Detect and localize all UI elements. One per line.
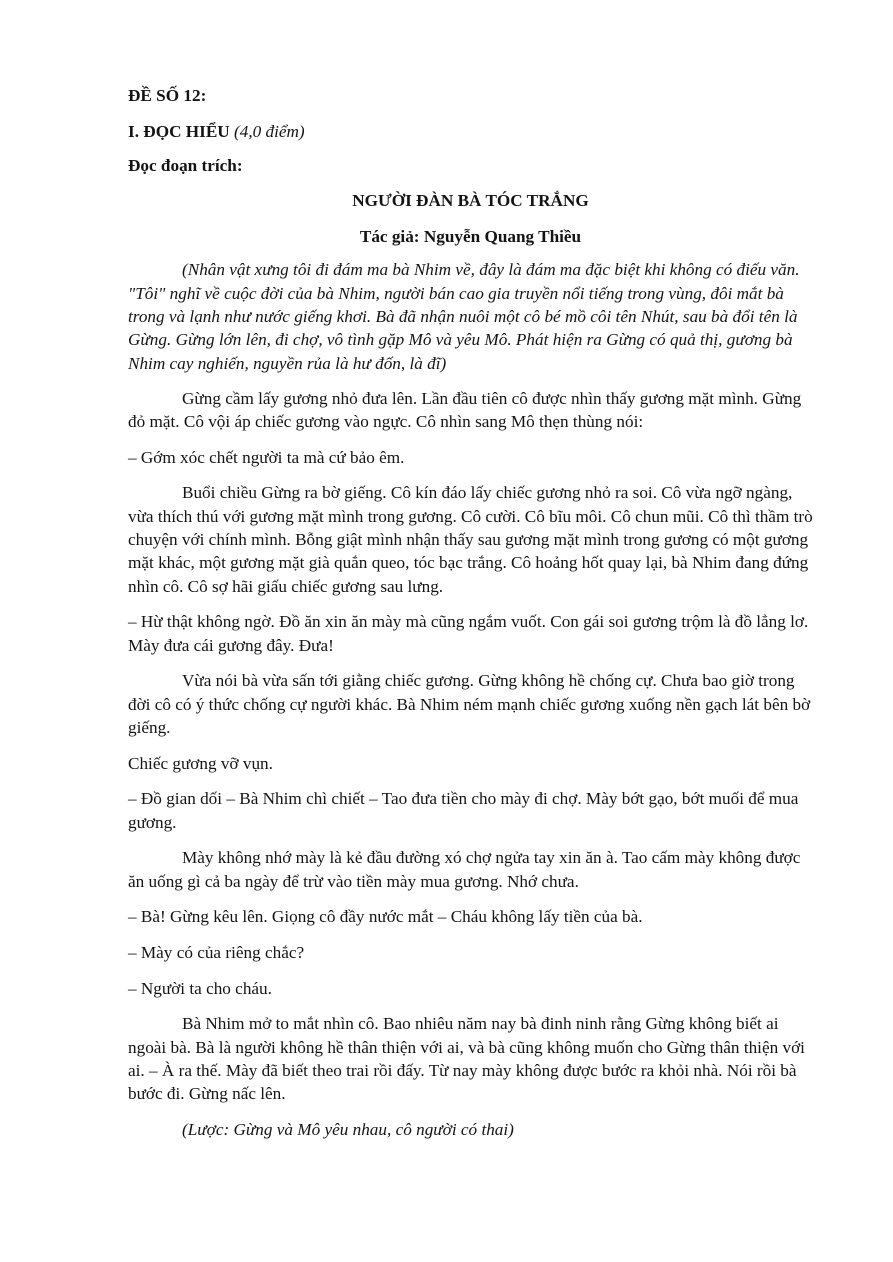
section-title	[128, 120, 813, 143]
story-paragraph: Vừa nói bà vừa sấn tới giằng chiếc gương. Gừng không hề chống cự. Chưa bao giờ trong đời cô có ý thức chống cự người khác. Bà Nhim ném mạnh chiếc gương xuống nền gạch lát bên bờ giếng.	[128, 671, 811, 738]
reading-instruction: Đọc đoạn trích:	[128, 155, 243, 175]
story-paragraph: – Bà! Gừng kêu lên. Giọng cô đầy nước mắt – Cháu không lấy tiền của bà.	[128, 907, 643, 927]
exam-number: ĐỀ SỐ 12:	[128, 86, 207, 105]
section-points: (4,0 điểm)	[234, 121, 305, 141]
story-paragraph: – Người ta cho cháu.	[128, 978, 272, 998]
section-title-text: I. ĐỌC HIỂU	[128, 121, 230, 141]
story-paragraph: Chiếc gương vỡ vụn.	[128, 753, 273, 773]
story-title: NGƯỜI ĐÀN BÀ TÓC TRẮNG	[352, 191, 589, 211]
story-summary: (Nhân vật xưng tôi đi đám ma bà Nhim về, đây là đám ma đặc biệt khi không có điếu văn. "Tôi" nghĩ về cuộc đời của bà Nhim, người bán cao gia truyền nổi tiếng trong vùng, đôi mắt bà trong và lạnh như nước giếng khơi. Bà đã nhận nuôi một cô bé mồ côi tên Nhút, sau bà đổi tên là Gừng. Gừng lớn lên, đi chợ, vô tình gặp Mô và yêu Mô. Phát hiện ra Gừng có quả thị, gương bà Nhim cay nghiến, nguyền rủa là hư đốn, là đĩ)	[128, 260, 800, 373]
omission-note: (Lược: Gừng và Mô yêu nhau, cô người có thai)	[182, 1120, 514, 1140]
story-paragraph: Bà Nhim mở to mắt nhìn cô. Bao nhiêu năm nay bà đinh ninh rằng Gừng không biết ai ngoài bà. Bà là người không hề thân thiện với ai, và bà cũng không muốn cho Gừng thân thiện với ai. – À ra thế. Mày đã biết theo trai rồi đấy. Từ nay mày không được bước ra khỏi nhà. Nói rồi bà bước đi. Gừng nấc lên.	[128, 1014, 805, 1104]
story-paragraph: – Mày có của riêng chắc?	[128, 943, 305, 963]
story-paragraph: – Gớm xóc chết người ta mà cứ bảo êm.	[128, 447, 405, 467]
story-author: Tác giả: Nguyễn Quang Thiều	[359, 226, 582, 246]
story-paragraph: – Hừ thật không ngờ. Đồ ăn xin ăn mày mà cũng ngắm vuốt. Con gái soi gương trộm là đồ lẳng lơ. Mày đưa cái gương đây. Đưa!	[128, 612, 809, 655]
story-body	[128, 387, 813, 1106]
story-paragraph: Gừng cầm lấy gương nhỏ đưa lên. Lần đầu tiên cô được nhìn thấy gương mặt mình. Gừng đỏ mặt. Cô vội áp chiếc gương vào ngực. Cô nhìn sang Mô thẹn thùng nói:	[128, 388, 802, 432]
story-paragraph: Buổi chiều Gừng ra bờ giếng. Cô kín đáo lấy chiếc gương nhỏ ra soi. Cô vừa ngỡ ngàng, vừa thích thú với gương mặt mình trong gương. Cô cười. Cô bĩu môi. Cô chun mũi. Cô thì thầm trò chuyện với chính mình. Bỗng giật mình nhận thấy sau gương mặt mình trong gương có một gương mặt khác, một gương mặt già quắn queo, tóc bạc trắng. Cô hoảng hốt quay lại, bà Nhim đang đứng nhìn cô. Cô sợ hãi giấu chiếc gương sau lưng.	[128, 483, 813, 596]
story-paragraph: Mày không nhớ mày là kẻ đầu đường xó chợ ngửa tay xin ăn à. Tao cấm mày không được ăn uống gì cả ba ngày để trừ vào tiền mày mua gương. Nhớ chưa.	[128, 848, 801, 891]
story-paragraph: – Đồ gian dối – Bà Nhim chì chiết – Tao đưa tiền cho mày đi chợ. Mày bớt gạo, bớt muối để mua gương.	[128, 789, 799, 832]
